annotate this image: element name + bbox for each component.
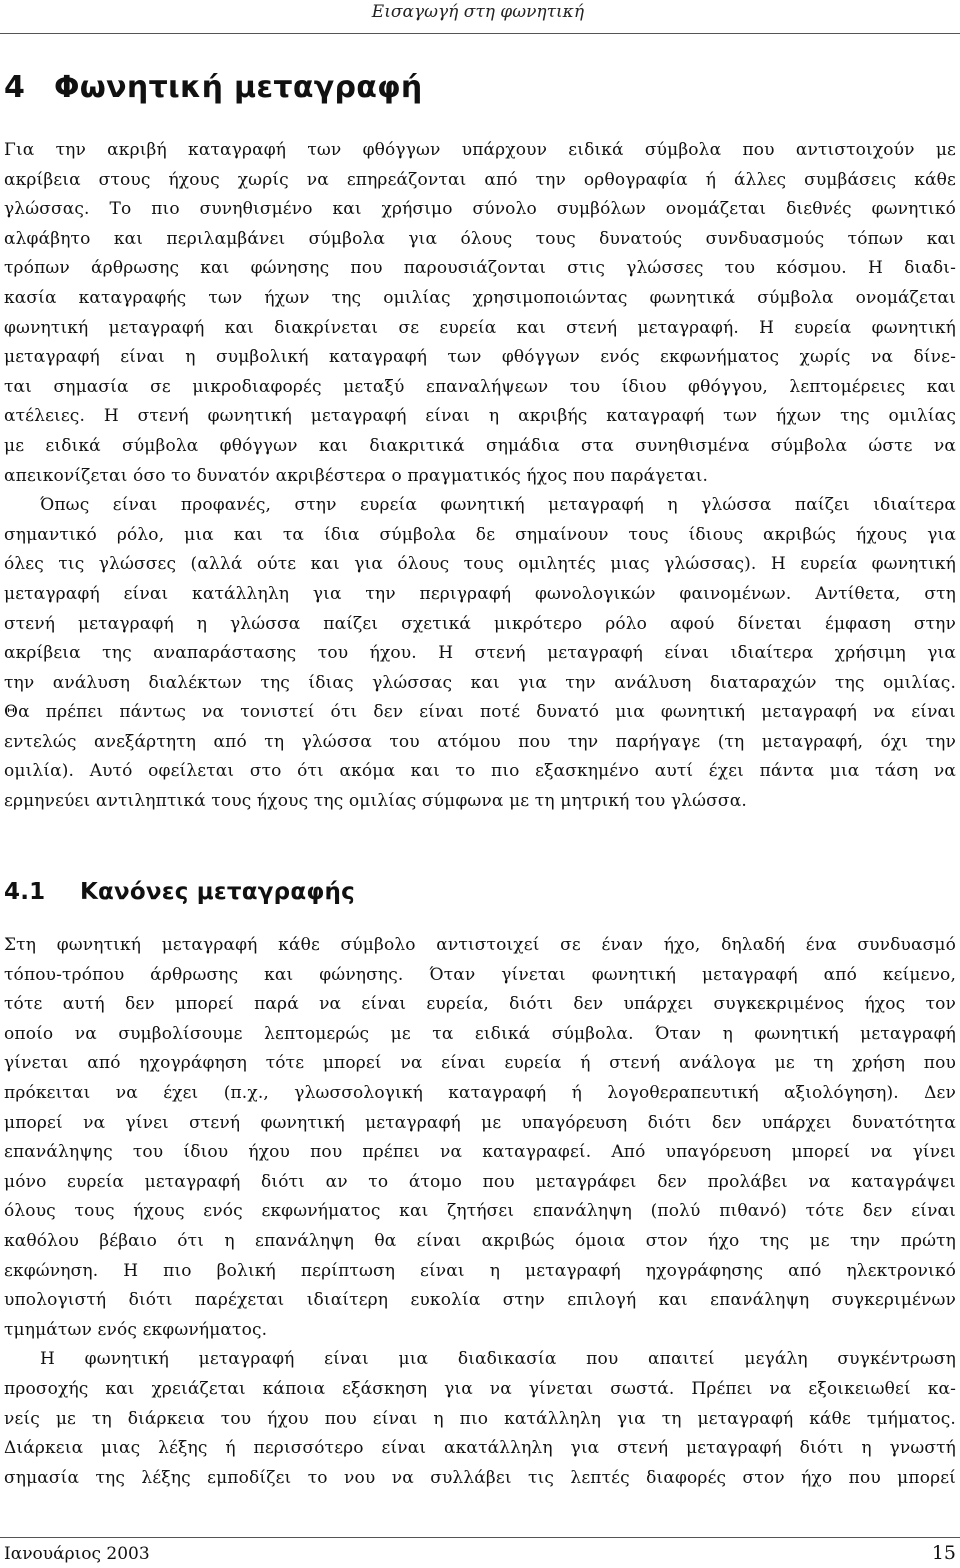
- text-line: ακρίβεια της αναπαράστασης του ήχου. Η στενή μεταγραφή είναι ιδιαίτερα χρήσιμη για: [4, 643, 956, 664]
- text-line: απεικονίζεται όσο το δυνατόν ακριβέστερα ο πραγματικός ήχος που παράγεται.: [4, 465, 709, 486]
- text-line: καθόλου βέβαιο ότι η επανάληψη θα είναι ακριβώς όμοια στον ήχο της με την πρώτη: [4, 1230, 956, 1251]
- subsection-title: Κανόνες μεταγραφής: [80, 879, 355, 905]
- footer-rule: [0, 1537, 960, 1538]
- text-line: εκφώνηση. Η πιο βολική περίπτωση είναι η μεταγραφή ηχογράφησης από ηλεκτρονικό: [4, 1260, 956, 1281]
- text-line: ερμηνεύει αντιληπτικά τους ήχους της ομιλίας σύμφωνα με τη μητρική του γλώσσα.: [4, 791, 747, 812]
- section-number: 4: [4, 70, 26, 105]
- text-line: ατέλειες. Η στενή φωνητική μεταγραφή είναι η ακριβής καταγραφή των ήχων της ομιλίας: [4, 406, 956, 427]
- text-line: μεταγραφή είναι η συμβολική καταγραφή των φθόγγων ενός εκφωνήματος χωρίς να δίνε-: [4, 347, 956, 368]
- text-line: μόνο ευρεία μεταγραφή διότι αν το άτομο που μεταγράφει δεν προλάβει να καταγράψει: [4, 1171, 956, 1192]
- text-line: φωνητική μεταγραφή και διακρίνεται σε ευρεία και στενή μεταγραφή. Η ευρεία φωνητική: [4, 317, 956, 338]
- text-line: εντελώς ανεξάρτητη από τη γλώσσα του ατόμου που την παρήγαγε (τη μεταγραφή, όχι την: [4, 731, 956, 752]
- text-line: μεταγραφή είναι κατάλληλη για την περιγραφή φωνολογικών φαινομένων. Αντίθετα, στη: [4, 583, 956, 604]
- section-body: [4, 136, 956, 817]
- section-title: Φωνητική μεταγραφή: [54, 70, 423, 105]
- text-line: Διάρκεια μιας λέξης ή περισσότερο είναι ακατάλληλη για στενή μεταγραφή διότι η γνωστή: [4, 1438, 956, 1459]
- text-line: ται σημασία σε μικροδιαφορές μεταξύ επαναλήψεων του ίδιου φθόγγου, λεπτομέρειες και: [4, 376, 956, 397]
- footer-date: Ιανουάριος 2003: [4, 1544, 150, 1564]
- paragraph: [4, 491, 956, 817]
- text-line: τμημάτων ενός εκφωνήματος.: [4, 1319, 268, 1340]
- paragraph: [4, 136, 956, 491]
- text-line: τότε αυτή δεν μπορεί παρά να είναι ευρεία, διότι δεν υπάρχει συγκεκριμένος ήχος τον: [4, 994, 956, 1015]
- text-line: Όπως είναι προφανές, στην ευρεία φωνητική μεταγραφή η γλώσσα παίζει ιδιαίτερα: [40, 495, 956, 516]
- text-line: ομιλία). Αυτό οφείλεται στο ότι ακόμα και το πιο εξασκημένο αυτί έχει πάντα μια τάση να: [4, 761, 956, 782]
- text-line: Η φωνητική μεταγραφή είναι μια διαδικασία που απαιτεί μεγάλη συγκέντρωση: [40, 1349, 956, 1370]
- text-line: με ειδικά σύμβολα φθόγγων και διακριτικά σημάδια στα συνηθισμένα σύμβολα ώστε να: [4, 435, 956, 456]
- text-line: κασία καταγραφής των ήχων της ομιλίας χρησιμοποιώντας φωνητικά σύμβολα ονομάζεται: [4, 287, 956, 308]
- section-heading: [4, 70, 423, 105]
- text-line: αλφάβητο και περιλαμβάνει σύμβολα για όλους τους δυνατούς συνδυασμούς τόπων και: [4, 228, 956, 249]
- text-line: τρόπων άρθρωσης και φώνησης που παρουσιάζονται στις γλώσσες του κόσμου. Η διαδι-: [4, 258, 956, 279]
- text-line: σημαντικό ρόλο, μια και τα ίδια σύμβολα δε σημαίνουν τους ίδιους ακριβώς ήχους για: [4, 524, 956, 545]
- text-line: σημασία της λέξης εμποδίζει το νου να συλλάβει τις λεπτές διαφορές στον ήχο που μπορεί: [4, 1467, 956, 1488]
- running-header: Εισαγωγή στη φωνητική: [371, 2, 584, 22]
- text-line: μπορεί να γίνει στενή φωνητική μεταγραφή με υπαγόρευση διότι δεν υπάρχει δυνατότητα: [4, 1112, 956, 1133]
- text-line: τόπου-τρόπου άρθρωσης και φώνησης. Όταν γίνεται φωνητική μεταγραφή από κείμενο,: [4, 964, 956, 985]
- text-line: επανάληψης του ίδιου ήχου που πρέπει να καταγραφεί. Από υπαγόρευση μπορεί να γίνει: [4, 1142, 956, 1163]
- text-line: Στη φωνητική μεταγραφή κάθε σύμβολο αντιστοιχεί σε έναν ήχο, δηλαδή ένα συνδυασμό: [4, 935, 956, 955]
- subsection-body: [4, 931, 956, 1493]
- text-line: την ανάλυση διαλέκτων της ίδιας γλώσσας και για την ανάλυση διαταραχών της ομιλίας.: [4, 672, 956, 693]
- text-line: νείς με τη διάρκεια του ήχου που είναι η πιο κατάλληλη για τη μεταγραφή κάθε τμήματος.: [4, 1408, 956, 1429]
- text-line: Για την ακριβή καταγραφή των φθόγγων υπάρχουν ειδικά σύμβολα που αντιστοιχούν με: [4, 140, 956, 160]
- text-line: υπολογιστή διότι παρέχεται ιδιαίτερη ευκολία στην επιλογή και επανάληψη συγκεριμένων: [4, 1290, 956, 1311]
- text-line: πρόκειται να έχει (π.χ., γλωσσολογική καταγραφή ή λογοθεραπευτική αξιολόγηση). Δεν: [4, 1082, 956, 1103]
- text-line: όλους τους ήχους ενός εκφωνήματος και ζητήσει επανάληψη (πολύ πιθανό) τότε δεν είναι: [4, 1201, 956, 1222]
- text-line: προσοχής και χρειάζεται κάποια εξάσκηση για να γίνεται σωστά. Πρέπει να εξοικειωθεί κα-: [4, 1378, 956, 1399]
- text-line: στενή μεταγραφή η γλώσσα παίζει σχετικά μικρότερο ρόλο αφού δίνεται έμφαση στην: [4, 613, 956, 634]
- page-number: 15: [931, 1542, 956, 1564]
- text-line: γίνεται από ηχογράφηση τότε μπορεί να είναι ευρεία ή στενή ανάλογα με τη χρήση που: [4, 1053, 956, 1074]
- text-line: γλώσσας. Το πιο συνηθισμένο και χρήσιμο σύνολο συμβόλων ονομάζεται διεθνές φωνητικό: [4, 199, 956, 220]
- header-rule: [0, 33, 960, 34]
- text-line: ακρίβεια στους ήχους χωρίς να επηρεάζονται από την ορθογραφία ή άλλες συμβάσεις κάθε: [4, 169, 956, 190]
- text-line: οποίο να συμβολίσουμε λεπτομερώς με τα ειδικά σύμβολα. Όταν η φωνητική μεταγραφή: [4, 1023, 956, 1044]
- subsection-heading: [4, 879, 355, 905]
- paragraph: [4, 1345, 956, 1493]
- text-line: Θα πρέπει πάντως να τονιστεί ότι δεν είναι ποτέ δυνατό μια φωνητική μεταγραφή να είναι: [4, 702, 956, 723]
- text-line: όλες τις γλώσσες (αλλά ούτε και για όλους τους ομιλητές μιας γλώσσας). Η ευρεία φωνητική: [4, 554, 956, 575]
- paragraph: [4, 931, 956, 1345]
- subsection-number: 4.1: [4, 879, 46, 905]
